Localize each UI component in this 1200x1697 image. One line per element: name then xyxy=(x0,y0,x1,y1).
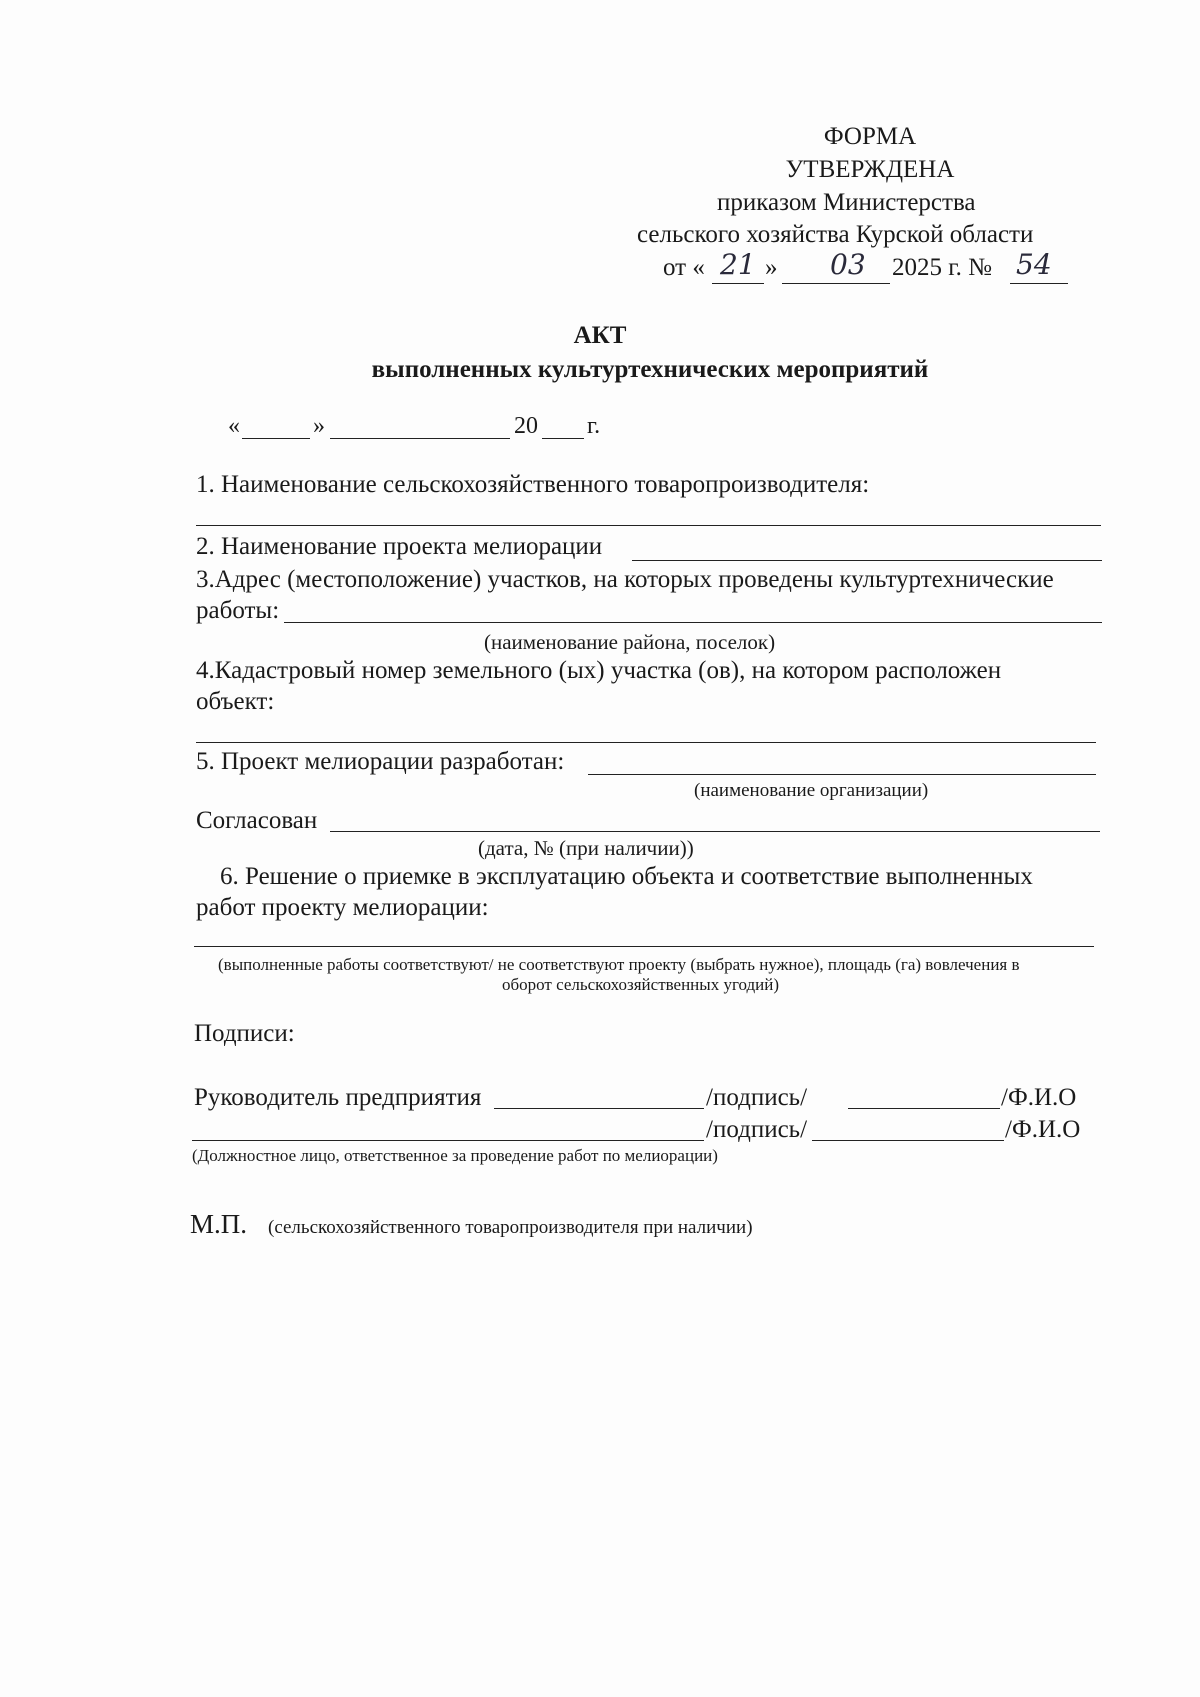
item2-label: 2. Наименование проекта мелиорации xyxy=(196,533,603,560)
approval-date-prefix: от « xyxy=(663,254,705,281)
item3-label-line1: 3.Адрес (местоположение) участков, на которых проведены культуртехнические xyxy=(196,566,1054,593)
official-signature-label: /подпись/ xyxy=(706,1116,808,1143)
head-name-label: /Ф.И.О xyxy=(1001,1084,1077,1111)
month-underline xyxy=(782,283,890,284)
item4-label-line2: объект: xyxy=(196,688,275,715)
date-month-blank xyxy=(330,438,510,439)
item6-blank[interactable] xyxy=(194,946,1094,947)
approved-label: УТВЕРЖДЕНА xyxy=(785,156,955,183)
date-close-quote: » xyxy=(313,413,325,439)
official-name-blank[interactable] xyxy=(812,1140,1004,1141)
item3-hint: (наименование района, поселок) xyxy=(484,630,776,654)
head-signature-label: /подпись/ xyxy=(706,1084,808,1111)
stamp-label: М.П. xyxy=(190,1209,248,1239)
item2-blank[interactable] xyxy=(632,560,1102,561)
agreed-hint: (дата, № (при наличии)) xyxy=(478,836,694,860)
date-century: 20 xyxy=(514,413,538,439)
item1-blank[interactable] xyxy=(196,525,1101,526)
item5-hint: (наименование организации) xyxy=(694,780,929,801)
ministry-label: сельского хозяйства Курской области xyxy=(637,221,1034,248)
approval-year-text: 2025 г. № xyxy=(892,254,993,281)
approval-month-handwritten: 03 xyxy=(830,248,866,281)
head-signature-blank[interactable] xyxy=(494,1108,704,1109)
act-subtitle: выполненных культуртехнических мероприятий xyxy=(371,356,929,383)
signatures-heading: Подписи: xyxy=(194,1020,295,1047)
approval-day-handwritten: 21 xyxy=(720,248,756,281)
form-label: ФОРМА xyxy=(823,123,917,150)
item4-blank[interactable] xyxy=(196,742,1096,743)
item6-label-line2: работ проекту мелиорации: xyxy=(196,894,489,921)
number-underline xyxy=(1010,283,1068,284)
act-title: АКТ xyxy=(573,322,627,349)
item3-label-line2: работы: xyxy=(196,597,280,624)
date-year-suffix: г. xyxy=(587,413,601,439)
stamp-hint: (сельскохозяйственного товаропроизводителя при наличии) xyxy=(268,1217,753,1238)
item1-label: 1. Наименование сельскохозяйственного товаропроизводителя: xyxy=(196,471,870,498)
date-day-blank xyxy=(242,438,310,439)
approval-number-handwritten: 54 xyxy=(1016,248,1052,281)
agreed-label: Согласован xyxy=(196,807,318,834)
agreed-blank[interactable] xyxy=(330,831,1100,832)
date-open-quote: « xyxy=(228,413,240,439)
day-underline xyxy=(712,283,764,284)
item6-hint-line1: (выполненные работы соответствуют/ не соответствуют проекту (выбрать нужное), площадь (га) вовлечения в xyxy=(218,955,1020,974)
item3-blank[interactable] xyxy=(284,622,1102,623)
official-name-label: /Ф.И.О xyxy=(1005,1116,1081,1143)
order-label: приказом Министерства xyxy=(717,189,976,216)
date-year-blank xyxy=(542,438,584,439)
item5-blank[interactable] xyxy=(588,774,1096,775)
official-position-blank[interactable] xyxy=(192,1140,704,1141)
approval-date-mid: » xyxy=(765,254,778,281)
item6-hint-line2: оборот сельскохозяйственных угодий) xyxy=(502,975,780,994)
head-name-blank[interactable] xyxy=(848,1108,1000,1109)
item5-label: 5. Проект мелиорации разработан: xyxy=(196,748,565,775)
item6-label-line1: 6. Решение о приемке в эксплуатацию объекта и соответствие выполненных xyxy=(220,863,1033,890)
official-hint: (Должностное лицо, ответственное за проведение работ по мелиорации) xyxy=(192,1146,718,1165)
head-of-enterprise-label: Руководитель предприятия xyxy=(194,1084,482,1111)
item4-label-line1: 4.Кадастровый номер земельного (ых) участка (ов), на котором расположен xyxy=(196,657,1002,684)
